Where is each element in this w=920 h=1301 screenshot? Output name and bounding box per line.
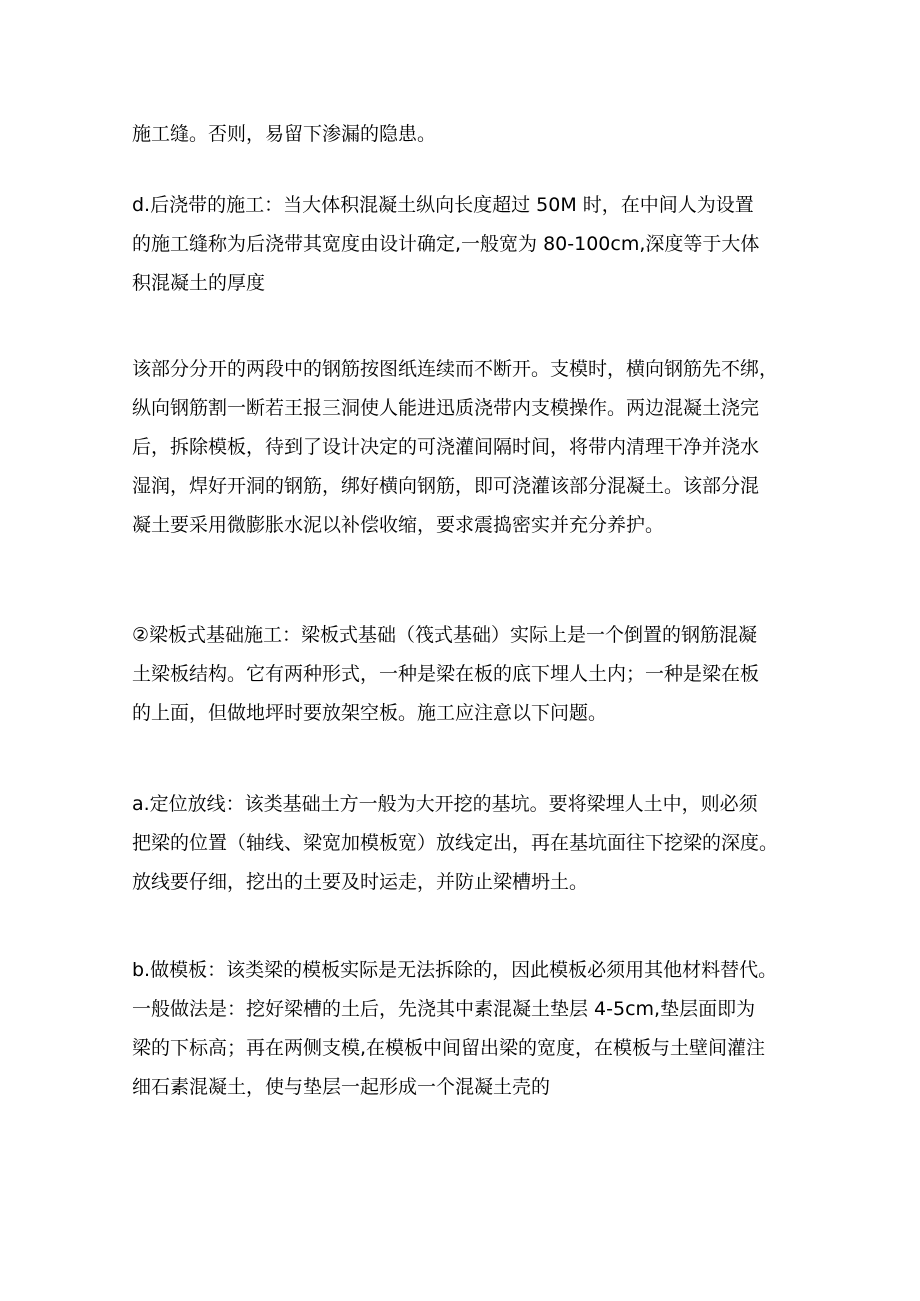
text-line: a.定位放线：该类基础土方一般为大开挖的基坑。要将梁埋人土中，则必须 <box>132 793 758 815</box>
text-line: 土梁板结构。它有两种形式，一种是梁在板的底下埋人土内；一种是梁在板 <box>132 663 760 685</box>
text-line: 后，拆除模板，待到了设计决定的可浇灌间隔时间，将带内清理干净并浇水 <box>132 436 760 458</box>
text-line: 把梁的位置（轴线、梁宽加模板宽）放线定出，再在基坑面往下挖梁的深度。 <box>132 832 779 854</box>
paragraph-construction-joint-end <box>132 115 797 154</box>
text-line: d.后浇带的施工：当大体积混凝土纵向长度超过 50M 时，在中间人为设置 <box>132 194 754 216</box>
text-line: 一般做法是：挖好梁槽的土后，先浇其中素混凝土垫层 4-5cm,垫层面即为 <box>132 998 756 1020</box>
text-line: 的施工缝称为后浇带其宽度由设计确定,一般宽为 80-100cm,深度等于大体 <box>132 233 760 255</box>
text-line: 纵向钢筋割一断若王报三洞使人能进迅质浇带内支模操作。两边混凝土浇完 <box>132 397 760 419</box>
text-line: 湿润，焊好开洞的钢筋，绑好横向钢筋，即可浇灌该部分混凝土。该部分混 <box>132 475 760 497</box>
text-line: 该部分分开的两段中的钢筋按图纸连续而不断开。支模时，横向钢筋先不绑， <box>132 358 779 380</box>
paragraph-beam-slab-foundation <box>132 616 797 733</box>
text-line: 的上面，但做地坪时要放架空板。施工应注意以下问题。 <box>132 702 608 724</box>
text-line: b.做模板：该类梁的模板实际是无法拆除的，因此模板必须用其他材料替代。 <box>132 959 778 981</box>
text-line: 施工缝。否则，易留下渗漏的隐患。 <box>132 123 437 145</box>
paragraph-reinforcement <box>132 350 797 545</box>
text-line: ②梁板式基础施工：梁板式基础（筏式基础）实际上是一个倒置的钢筋混凝 <box>132 624 758 646</box>
text-line: 放线要仔细，挖出的土要及时运走，并防止梁槽坍土。 <box>132 871 589 893</box>
paragraph-post-pour-strip <box>132 186 797 303</box>
text-line: 梁的下标高；再在两侧支模,在模板中间留出梁的宽度，在模板与土壁间灌注 <box>132 1037 766 1059</box>
paragraph-formwork <box>132 951 797 1107</box>
text-line: 凝土要采用微膨胀水泥以补偿收缩，要求震捣密实并充分养护。 <box>132 514 665 536</box>
text-line: 细石素混凝土，使与垫层一起形成一个混凝土壳的 <box>132 1076 551 1098</box>
paragraph-positioning <box>132 785 797 902</box>
text-line: 积混凝土的厚度 <box>132 272 266 294</box>
